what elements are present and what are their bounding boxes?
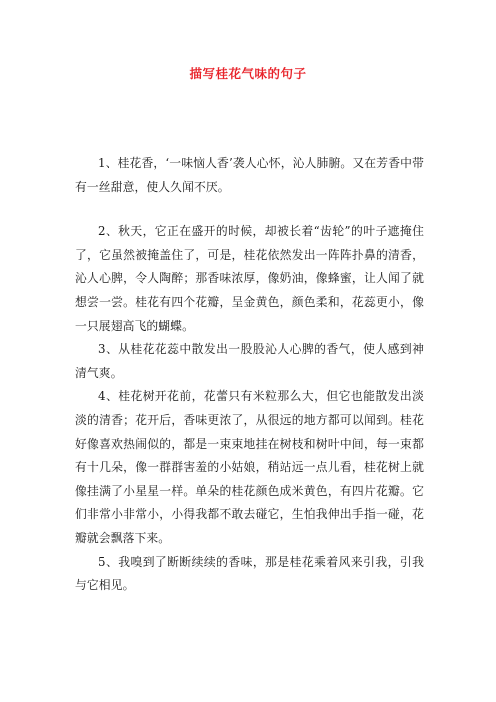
paragraph-5: 5、我嗅到了断断续续的香味，那是桂花乘着风来引我，引我与它相见。	[75, 554, 424, 593]
paragraph-4: 4、桂花树开花前，花蕾只有米粒那么大，但它也能散发出淡淡的清香；花开后，香味更浓了，从很远的地方都可以闻到。桂花好像喜欢热闹似的，都是一束束地挂在树枝和树叶中间，每一束都有十几朵，像一群群害羞的小姑娘，稍站远一点儿看，桂花树上就像挂满了小星星一样。单朵的桂花颜色成米黄色，有四片花瓣。它们非常小非常小，小得我都不敢去碰它，生怕我伸出手指一碰，花瓣就会飘落下来。	[75, 389, 424, 545]
document-body	[75, 152, 424, 598]
paragraph-2: 2、秋天，它正在盛开的时候，却被长着“齿轮”的叶子遮掩住了，它虽然被掩盖住了，可是，桂花依然发出一阵阵扑鼻的清香，沁人心脾，令人陶醉；那香味浓厚，像奶油，像蜂蜜，让人闻了就想尝一尝。桂花有四个花瓣，呈金黄色，颜色柔和，花蕊更小，像一只展翅高飞的蝴蝶。	[75, 224, 424, 333]
paragraph-3: 3、从桂花花蕊中散发出一股股沁人心脾的香气，使人感到神清气爽。	[75, 342, 424, 380]
document-title: 描写桂花气味的句子	[189, 66, 307, 81]
paragraph-1: 1、桂花香，‘一味恼人香’袭人心怀，沁人肺腑。又在芳香中带有一丝甜意，使人久闻不厌。	[75, 156, 424, 194]
